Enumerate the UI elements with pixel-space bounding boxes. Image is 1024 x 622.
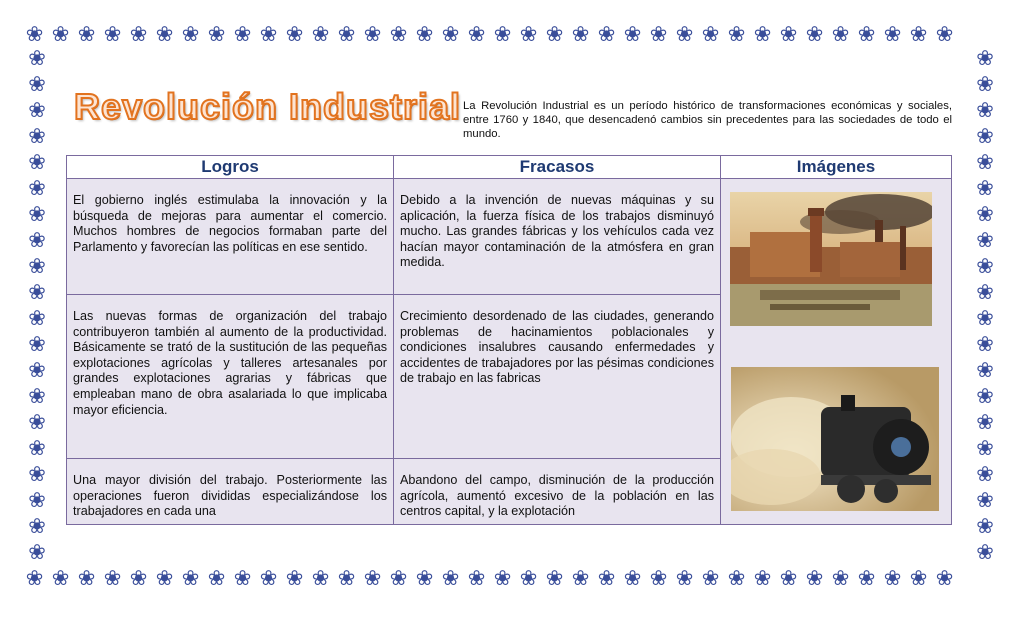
logro-cell: Una mayor división del trabajo. Posteriormente las operaciones fueron divididas especializándose los trabajadores en cada una [67, 459, 394, 525]
maple-leaf-icon: ❀ [363, 567, 383, 590]
maple-leaf-icon: ❀ [976, 385, 994, 408]
maple-leaf-icon: ❀ [976, 229, 994, 252]
maple-leaf-icon: ❀ [976, 281, 994, 304]
maple-leaf-icon: ❀ [976, 463, 994, 486]
maple-leaf-icon: ❀ [207, 23, 227, 46]
maple-leaf-icon: ❀ [935, 23, 955, 46]
maple-leaf-icon: ❀ [649, 23, 669, 46]
factory-painting-image [730, 192, 932, 326]
maple-leaf-icon: ❀ [857, 23, 877, 46]
maple-leaf-icon: ❀ [28, 99, 46, 122]
maple-leaf-icon: ❀ [337, 567, 357, 590]
maple-leaf-icon: ❀ [909, 23, 929, 46]
maple-leaf-icon: ❀ [493, 23, 513, 46]
maple-leaf-icon: ❀ [155, 23, 175, 46]
fracaso-cell: Abandono del campo, disminución de la producción agrícola, aumentó excesivo de la población en las centros capital, y la explotación [394, 459, 721, 525]
maple-leaf-icon: ❀ [233, 567, 253, 590]
maple-leaf-icon: ❀ [28, 73, 46, 96]
maple-leaf-icon: ❀ [207, 567, 227, 590]
maple-leaf-icon: ❀ [311, 23, 331, 46]
maple-leaf-icon: ❀ [976, 541, 994, 564]
logro-cell: El gobierno inglés estimulaba la innovación y la búsqueda de mejoras para aumentar el comercio. Muchos hombres de negocios formaban parte del Parlamento y favorecían las políticas en ese sentido. [67, 179, 394, 295]
maple-leaf-icon: ❀ [181, 567, 201, 590]
maple-leaf-icon: ❀ [701, 567, 721, 590]
maple-leaf-icon: ❀ [976, 203, 994, 226]
maple-leaf-icon: ❀ [103, 23, 123, 46]
maple-leaf-icon: ❀ [493, 567, 513, 590]
maple-leaf-icon: ❀ [28, 203, 46, 226]
maple-leaf-icon: ❀ [976, 73, 994, 96]
leaf-border-left [24, 46, 52, 568]
images-cell [721, 179, 952, 525]
leaf-border-bottom [22, 566, 1002, 596]
maple-leaf-icon: ❀ [753, 567, 773, 590]
maple-leaf-icon: ❀ [441, 567, 461, 590]
maple-leaf-icon: ❀ [597, 567, 617, 590]
maple-leaf-icon: ❀ [976, 125, 994, 148]
steam-locomotive-image [731, 367, 939, 511]
maple-leaf-icon: ❀ [337, 23, 357, 46]
maple-leaf-icon: ❀ [976, 489, 994, 512]
header-imagenes: Imágenes [721, 156, 952, 179]
maple-leaf-icon: ❀ [649, 567, 669, 590]
maple-leaf-icon: ❀ [311, 567, 331, 590]
intro-paragraph: La Revolución Industrial es un período histórico de transformaciones económicas y sociales, entre 1760 y 1840, que desencadenó cambios sin precedentes para las sociedades de todo el mundo. [463, 100, 952, 140]
maple-leaf-icon: ❀ [976, 307, 994, 330]
maple-leaf-icon: ❀ [51, 567, 71, 590]
maple-leaf-icon: ❀ [753, 23, 773, 46]
maple-leaf-icon: ❀ [441, 23, 461, 46]
achievements-failures-table [66, 155, 952, 525]
maple-leaf-icon: ❀ [831, 567, 851, 590]
maple-leaf-icon: ❀ [909, 567, 929, 590]
maple-leaf-icon: ❀ [389, 567, 409, 590]
maple-leaf-icon: ❀ [415, 23, 435, 46]
maple-leaf-icon: ❀ [28, 125, 46, 148]
maple-leaf-icon: ❀ [675, 567, 695, 590]
maple-leaf-icon: ❀ [623, 567, 643, 590]
maple-leaf-icon: ❀ [259, 567, 279, 590]
maple-leaf-icon: ❀ [976, 437, 994, 460]
maple-leaf-icon: ❀ [805, 23, 825, 46]
maple-leaf-icon: ❀ [285, 23, 305, 46]
maple-leaf-icon: ❀ [467, 567, 487, 590]
maple-leaf-icon: ❀ [28, 229, 46, 252]
maple-leaf-icon: ❀ [77, 23, 97, 46]
maple-leaf-icon: ❀ [571, 23, 591, 46]
maple-leaf-icon: ❀ [363, 23, 383, 46]
maple-leaf-icon: ❀ [935, 567, 955, 590]
header-logros: Logros [67, 156, 394, 179]
maple-leaf-icon: ❀ [28, 359, 46, 382]
maple-leaf-icon: ❀ [727, 567, 747, 590]
maple-leaf-icon: ❀ [129, 567, 149, 590]
maple-leaf-icon: ❀ [976, 359, 994, 382]
maple-leaf-icon: ❀ [28, 463, 46, 486]
maple-leaf-icon: ❀ [259, 23, 279, 46]
maple-leaf-icon: ❀ [883, 23, 903, 46]
maple-leaf-icon: ❀ [519, 567, 539, 590]
maple-leaf-icon: ❀ [28, 333, 46, 356]
page-title: Revolución Industrial [74, 86, 462, 127]
maple-leaf-icon: ❀ [28, 281, 46, 304]
maple-leaf-icon: ❀ [155, 567, 175, 590]
maple-leaf-icon: ❀ [976, 333, 994, 356]
maple-leaf-icon: ❀ [28, 489, 46, 512]
fracaso-cell: Crecimiento desordenado de las ciudades, generando problemas de hacinamientos poblacionales y condiciones insalubres causando enfermedades y accidentes de trabajadores por las pésimas condiciones de trabajo en las fabricas [394, 295, 721, 459]
table-header-row [67, 156, 952, 179]
maple-leaf-icon: ❀ [233, 23, 253, 46]
maple-leaf-icon: ❀ [28, 255, 46, 278]
maple-leaf-icon: ❀ [25, 567, 45, 590]
leaf-border-top [22, 22, 1002, 50]
maple-leaf-icon: ❀ [779, 567, 799, 590]
maple-leaf-icon: ❀ [701, 23, 721, 46]
maple-leaf-icon: ❀ [389, 23, 409, 46]
maple-leaf-icon: ❀ [976, 151, 994, 174]
maple-leaf-icon: ❀ [976, 99, 994, 122]
maple-leaf-icon: ❀ [571, 567, 591, 590]
maple-leaf-icon: ❀ [976, 255, 994, 278]
maple-leaf-icon: ❀ [28, 47, 46, 70]
maple-leaf-icon: ❀ [675, 23, 695, 46]
maple-leaf-icon: ❀ [28, 437, 46, 460]
table-row [67, 179, 952, 295]
maple-leaf-icon: ❀ [28, 515, 46, 538]
maple-leaf-icon: ❀ [519, 23, 539, 46]
maple-leaf-icon: ❀ [976, 411, 994, 434]
maple-leaf-icon: ❀ [25, 23, 45, 46]
maple-leaf-icon: ❀ [805, 567, 825, 590]
maple-leaf-icon: ❀ [597, 23, 617, 46]
maple-leaf-icon: ❀ [883, 567, 903, 590]
maple-leaf-icon: ❀ [77, 567, 97, 590]
maple-leaf-icon: ❀ [28, 411, 46, 434]
maple-leaf-icon: ❀ [727, 23, 747, 46]
maple-leaf-icon: ❀ [467, 23, 487, 46]
maple-leaf-icon: ❀ [976, 177, 994, 200]
maple-leaf-icon: ❀ [28, 307, 46, 330]
maple-leaf-icon: ❀ [831, 23, 851, 46]
maple-leaf-icon: ❀ [857, 567, 877, 590]
header-fracasos: Fracasos [394, 156, 721, 179]
maple-leaf-icon: ❀ [181, 23, 201, 46]
leaf-border-right [972, 46, 1000, 568]
maple-leaf-icon: ❀ [976, 515, 994, 538]
maple-leaf-icon: ❀ [976, 47, 994, 70]
maple-leaf-icon: ❀ [28, 177, 46, 200]
maple-leaf-icon: ❀ [623, 23, 643, 46]
maple-leaf-icon: ❀ [28, 151, 46, 174]
maple-leaf-icon: ❀ [545, 567, 565, 590]
maple-leaf-icon: ❀ [51, 23, 71, 46]
maple-leaf-icon: ❀ [28, 541, 46, 564]
logro-cell: Las nuevas formas de organización del trabajo contribuyeron también al aumento de la productividad. Básicamente se trató de la sustitución de las pequeñas explotaciones agrícolas y talleres artesanales por grandes explotaciones agrarias y fábricas que empleaban mano de obra asalariada lo que implicaba mayor eficiencia. [67, 295, 394, 459]
maple-leaf-icon: ❀ [285, 567, 305, 590]
maple-leaf-icon: ❀ [28, 385, 46, 408]
fracaso-cell: Debido a la invención de nuevas máquinas y su aplicación, la fuerza física de los trabajos disminuyó mucho. Las grandes fábricas y los vehículos cada vez hacían mayor contaminación de la atmósfera en gran medida. [394, 179, 721, 295]
maple-leaf-icon: ❀ [103, 567, 123, 590]
maple-leaf-icon: ❀ [545, 23, 565, 46]
maple-leaf-icon: ❀ [129, 23, 149, 46]
maple-leaf-icon: ❀ [415, 567, 435, 590]
maple-leaf-icon: ❀ [779, 23, 799, 46]
